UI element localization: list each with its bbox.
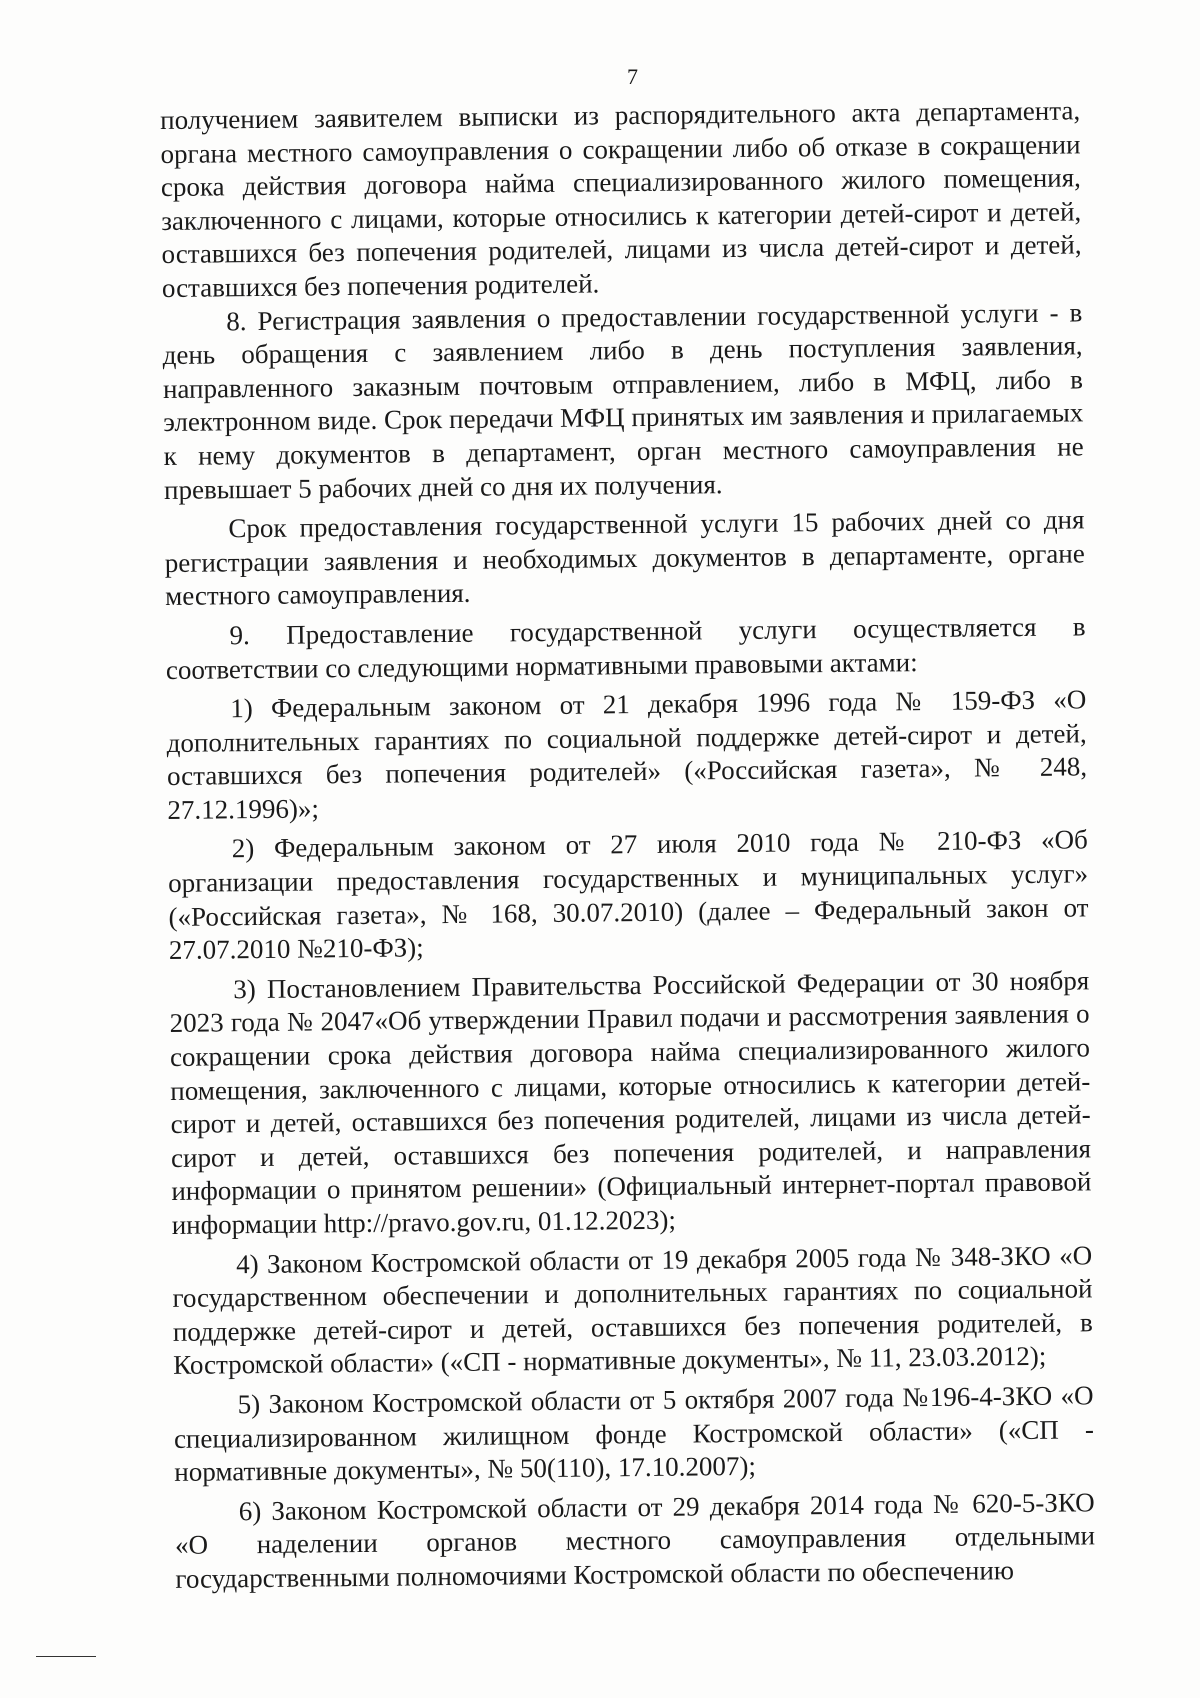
paragraph-continuation: получением заявителем выписки из распорядительного акта департамента, органа местного самоуправления о сокращении либо об отказе в сокращении срока действия договора найма специализированного жилого помещения, заключенного с лицами, которые относились к категории детей-сирот и детей, оставшихся без попечения родителей, лицами из числа детей-сирот и детей, оставшихся без попечения родителей. [160, 95, 1082, 303]
paragraph-service-term: Срок предоставления государственной услуги 15 рабочих дней со дня регистрации заявления и необходимых документов в департаменте, органе местного самоуправления. [164, 504, 1085, 612]
footnote-divider [36, 1656, 96, 1657]
list-item-law-3: 3) Постановлением Правительства Российской Федерации от 30 ноября 2023 года № 2047«Об утверждении Правил подачи и рассмотрения заявления о сокращении срока действия договора найма специализированного жилого помещения, заключенного с лицами, которые относились к категории детей-сирот и детей, оставшихся без попечения родителей, лицами из числа детей-сирот и детей, оставшихся без попечения родителей, и направления информации о принятом решении» (Официальный интернет-портал правовой информации http://pravo.gov.ru, 01.12.2023); [169, 965, 1092, 1240]
document-body [160, 94, 1096, 1596]
list-item-law-4: 4) Законом Костромской области от 19 декабря 2005 года № 348-ЗКО «О государственном обеспечении и дополнительных гарантиях по социальной поддержке детей-сирот и детей, оставшихся без попечения родителей, в Костромской области» («СП - нормативные документы», № 11, 23.03.2012); [172, 1239, 1093, 1381]
list-item-law-5: 5) Законом Костромской области от 5 октября 2007 года №196-4-ЗКО «О специализированном жилищном фонде Костромской области» («СП - нормативные документы», № 50(110), 17.10.2007); [173, 1380, 1095, 1488]
page-number: 7 [627, 64, 638, 89]
paragraph-item-8: 8. Регистрация заявления о предоставлении государственной услуги - в день обращения с заявлением либо в день поступления заявления, направленного заказным почтовым отправлением, либо в МФЦ, либо в электронном виде. Срок передачи МФЦ принятых им заявления и прилагаемых к нему документов в департамент, орган местного самоуправления не превышает 5 рабочих дней со дня их получения. [162, 296, 1084, 505]
paragraph-item-9: 9. Предоставление государственной услуги осуществляется в соответствии со следующими нормативными правовыми актами: [165, 611, 1086, 685]
list-item-law-2: 2) Федеральным законом от 27 июля 2010 года № 210-ФЗ «Об организации предоставления государственных и муниципальных услуг» («Российская газета», № 168, 30.07.2010) (далее – Федеральный закон от 27.07.2010 №210-ФЗ); [168, 824, 1089, 966]
list-item-law-1: 1) Федеральным законом от 21 декабря 1996 года № 159-ФЗ «О дополнительных гарантиях по социальной поддержке детей-сирот и детей, оставшихся без попечения родителей» («Российская газета», № 248, 27.12.1996)»; [166, 684, 1088, 825]
list-item-law-6: 6) Законом Костромской области от 29 декабря 2014 года № 620-5-ЗКО «О наделении органов местного самоуправления отдельными государственными полномочиями Костромской области по обеспечению [174, 1487, 1096, 1594]
